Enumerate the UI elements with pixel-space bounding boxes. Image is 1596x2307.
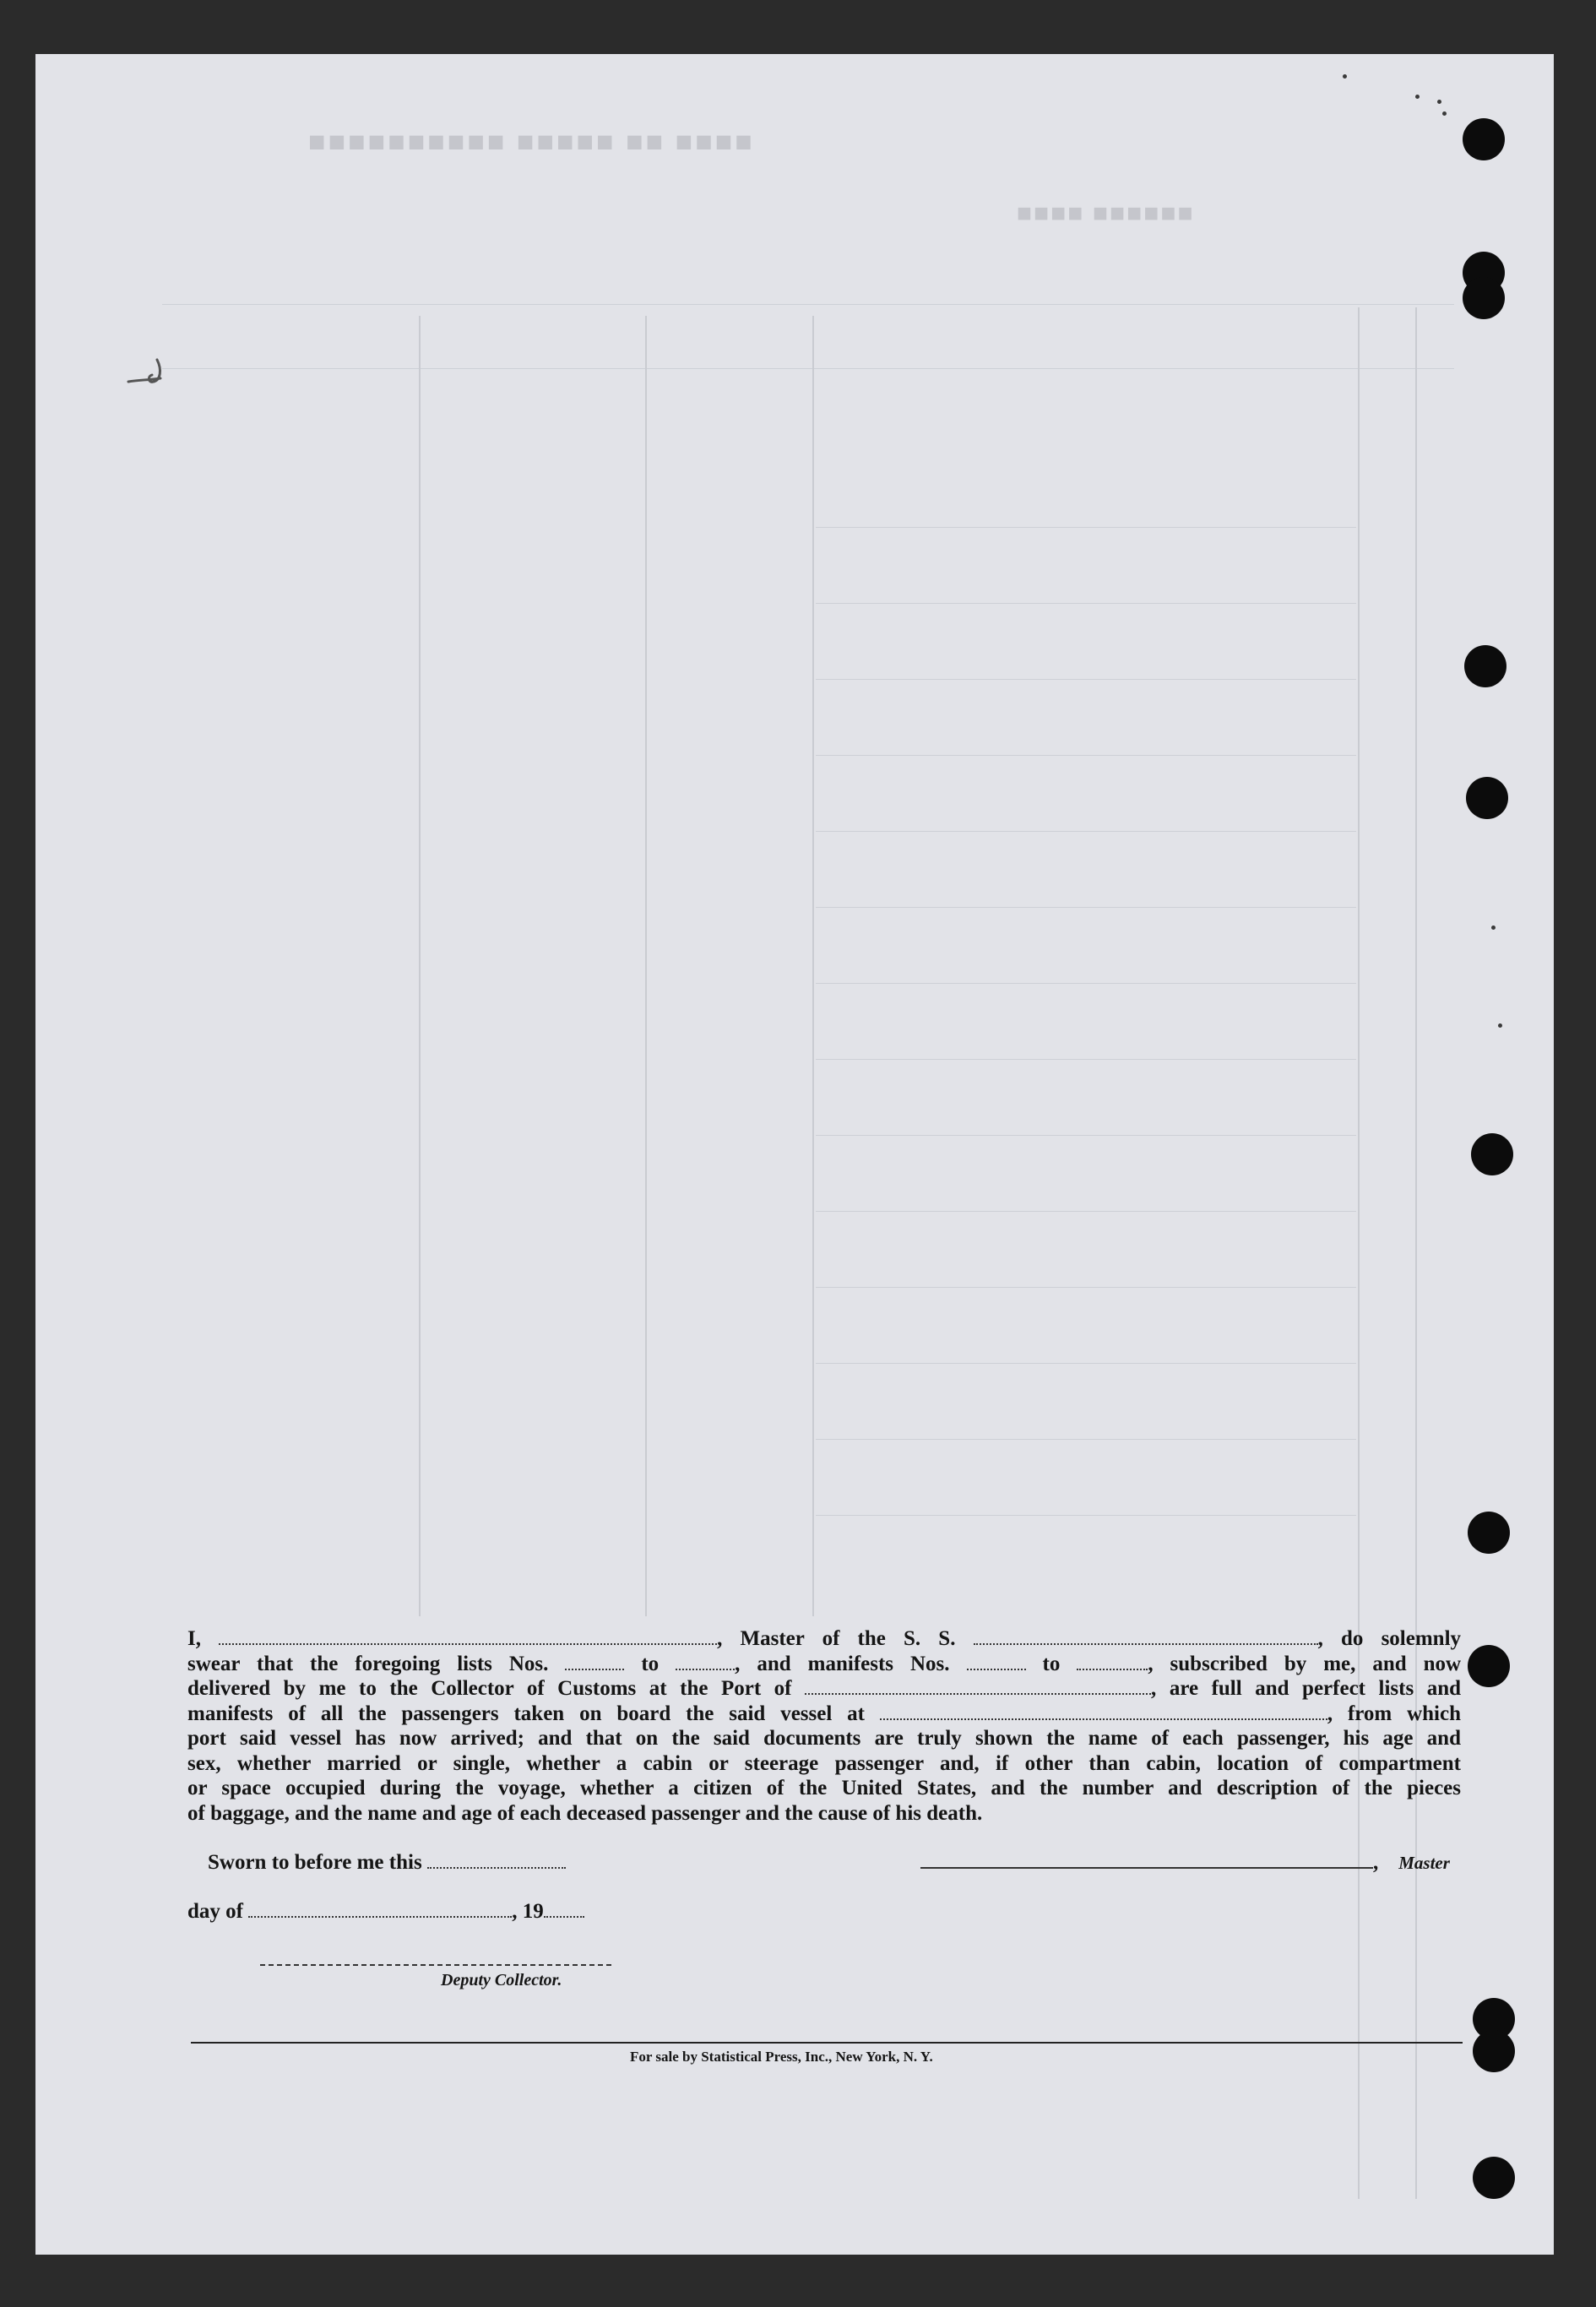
paper-speck (1442, 111, 1447, 116)
oath-line (187, 1626, 1461, 1652)
oath-text: , and manifests Nos. (735, 1652, 950, 1675)
bleed-through-row-rule (816, 603, 1356, 604)
bleed-through-row-rule (816, 983, 1356, 984)
lists-from-blank[interactable] (565, 1657, 624, 1670)
bleed-through-rule (162, 368, 1454, 369)
bleed-through-column-rule (1358, 307, 1360, 2199)
punch-hole (1468, 1512, 1510, 1554)
punch-hole (1463, 277, 1505, 319)
oath-text: , subscribed by me, and now (1148, 1652, 1462, 1675)
punch-hole (1464, 645, 1506, 687)
oath-text: manifests of all the passengers taken on board the said vessel at (187, 1702, 865, 1725)
oath-line (187, 1676, 1461, 1702)
punch-hole (1468, 1645, 1510, 1687)
oath-text: swear that the foregoing lists Nos. (187, 1652, 549, 1675)
bleed-through-column-rule (812, 316, 814, 1616)
bleed-through-column-rule (419, 316, 421, 1616)
oath-line: sex, whether married or single, whether a cabin or steerage passenger and, if other than cabin, location of compartment (187, 1751, 1461, 1775)
embarkation-port-blank[interactable] (880, 1707, 1327, 1720)
bleed-through-column-rule (1415, 307, 1417, 2199)
bleed-through-header-2: ■■■■■■ ■■■■ (1015, 199, 1193, 227)
handwritten-margin-mark (123, 351, 167, 395)
press-imprint: For sale by Statistical Press, Inc., New York, N. Y. (630, 2049, 933, 2065)
master-name-blank[interactable] (219, 1631, 717, 1645)
year-blank[interactable] (544, 1904, 584, 1918)
sworn-label: Sworn to before me this (208, 1851, 422, 1874)
bleed-through-row-rule (816, 527, 1356, 528)
paper-speck (1415, 95, 1420, 99)
sworn-statement (208, 1851, 566, 1875)
paper-speck (1498, 1023, 1502, 1028)
lists-to-blank[interactable] (676, 1657, 735, 1670)
punch-hole (1463, 118, 1505, 160)
oath-line: port said vessel has now arrived; and that on the said documents are truly shown the name of each passenger, his age and (187, 1727, 1461, 1750)
bleed-through-row-rule (816, 1059, 1356, 1060)
bleed-through-header: ■■■■ ■■ ■■■■■ ■■■■■■■■■■ (306, 127, 752, 158)
deputy-collector-label: Deputy Collector. (441, 1971, 562, 1989)
oath-line (187, 1652, 1461, 1677)
day-of-line (187, 1900, 584, 1924)
oath-text: to (641, 1652, 660, 1675)
master-signature-blank[interactable] (920, 1855, 1373, 1869)
oath-line (187, 1702, 1461, 1727)
manifest-page (35, 54, 1554, 2255)
bleed-through-row-rule (816, 831, 1356, 832)
punch-hole (1471, 1133, 1513, 1175)
master-label: Master (1398, 1853, 1450, 1873)
oath-line: of baggage, and the name and age of each deceased passenger and the cause of his death. (187, 1801, 983, 1825)
bleed-through-row-rule (816, 1287, 1356, 1288)
bleed-through-row-rule (816, 1211, 1356, 1212)
oath-text: to (1042, 1652, 1061, 1675)
port-blank[interactable] (805, 1681, 1151, 1695)
manifests-to-blank[interactable] (1077, 1657, 1148, 1670)
bleed-through-rule (162, 304, 1454, 305)
footer-rule (191, 2042, 1463, 2044)
paper-speck (1491, 926, 1496, 930)
punch-hole (1473, 2157, 1515, 2199)
bleed-through-row-rule (816, 1135, 1356, 1136)
deputy-signature-line[interactable] (260, 1964, 611, 1966)
manifests-from-blank[interactable] (967, 1657, 1026, 1670)
day-of-label: day of (187, 1900, 243, 1923)
punch-hole (1466, 777, 1508, 819)
oath-text: , from which (1327, 1702, 1462, 1725)
paper-speck (1437, 100, 1441, 104)
bleed-through-row-rule (816, 907, 1356, 908)
oath-line: or space occupied during the voyage, whether a citizen of the United States, and the number and description of the pieces (187, 1777, 1461, 1799)
oath-text: , Master of the S. S. (717, 1627, 956, 1650)
year-prefix: , 19 (512, 1900, 544, 1923)
bleed-through-row-rule (816, 1363, 1356, 1364)
vessel-name-blank[interactable] (974, 1631, 1318, 1645)
master-oath-paragraph (187, 1626, 1461, 1826)
oath-text: delivered by me to the Collector of Customs at the Port of (187, 1677, 792, 1700)
bleed-through-row-rule (816, 755, 1356, 756)
oath-text: , do solemnly (1317, 1627, 1462, 1650)
bleed-through-column-rule (645, 316, 647, 1616)
oath-text: I, (187, 1627, 201, 1650)
master-signature: , Master (920, 1851, 1450, 1875)
punch-hole (1473, 2030, 1515, 2072)
month-blank[interactable] (248, 1904, 512, 1918)
oath-text: , are full and perfect lists and (1151, 1677, 1462, 1700)
sworn-day-blank[interactable] (427, 1855, 566, 1869)
bleed-through-row-rule (816, 1515, 1356, 1516)
paper-speck (1343, 74, 1347, 79)
bleed-through-row-rule (816, 679, 1356, 680)
bleed-through-row-rule (816, 1439, 1356, 1440)
